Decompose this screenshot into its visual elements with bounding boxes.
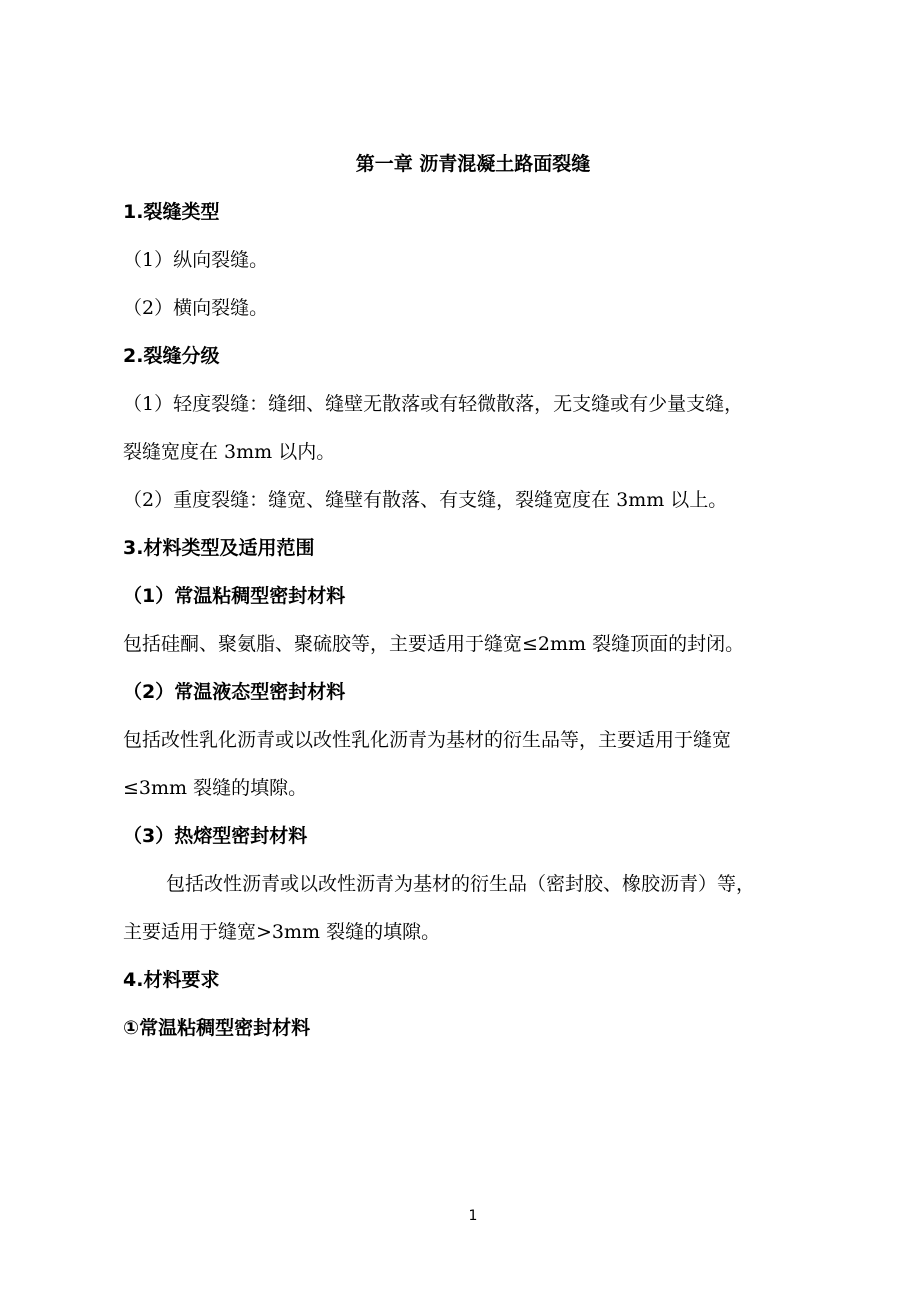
paragraph: 包括硅酮、聚氨脂、聚硫胶等，主要适用于缝宽≤2mm 裂缝顶面的封闭。 <box>123 633 745 655</box>
list-item: （1）纵向裂缝。 <box>123 249 269 271</box>
page-number: 1 <box>468 1208 478 1224</box>
list-item-continuation: 裂缝宽度在 3mm 以内。 <box>123 441 336 463</box>
list-item: （2）重度裂缝：缝宽、缝壁有散落、有支缝，裂缝宽度在 3mm 以上。 <box>123 489 728 511</box>
subsection-heading: （1）常温粘稠型密封材料 <box>123 585 346 607</box>
paragraph: 包括改性乳化沥青或以改性乳化沥青为基材的衍生品等，主要适用于缝宽 <box>123 729 732 751</box>
section-heading-material-types: 3.材料类型及适用范围 <box>123 537 315 559</box>
section-heading-material-requirements: 4.材料要求 <box>123 969 220 991</box>
section-heading-crack-types: 1.裂缝类型 <box>123 201 220 223</box>
paragraph-continuation: ≤3mm 裂缝的填隙。 <box>123 777 308 799</box>
section-heading-crack-grading: 2.裂缝分级 <box>123 345 220 367</box>
paragraph: 包括改性沥青或以改性沥青为基材的衍生品（密封胶、橡胶沥青）等， <box>166 873 756 895</box>
list-item: （2）横向裂缝。 <box>123 297 269 319</box>
subsection-heading: （3）热熔型密封材料 <box>123 825 308 847</box>
subsection-heading: （2）常温液态型密封材料 <box>123 681 346 703</box>
paragraph-continuation: 主要适用于缝宽>3mm 裂缝的填隙。 <box>123 921 441 943</box>
subsection-heading: ①常温粘稠型密封材料 <box>123 1017 311 1039</box>
chapter-title: 第一章 沥青混凝土路面裂缝 <box>355 153 591 175</box>
list-item: （1）轻度裂缝：缝细、缝壁无散落或有轻微散落，无支缝或有少量支缝， <box>123 393 744 415</box>
